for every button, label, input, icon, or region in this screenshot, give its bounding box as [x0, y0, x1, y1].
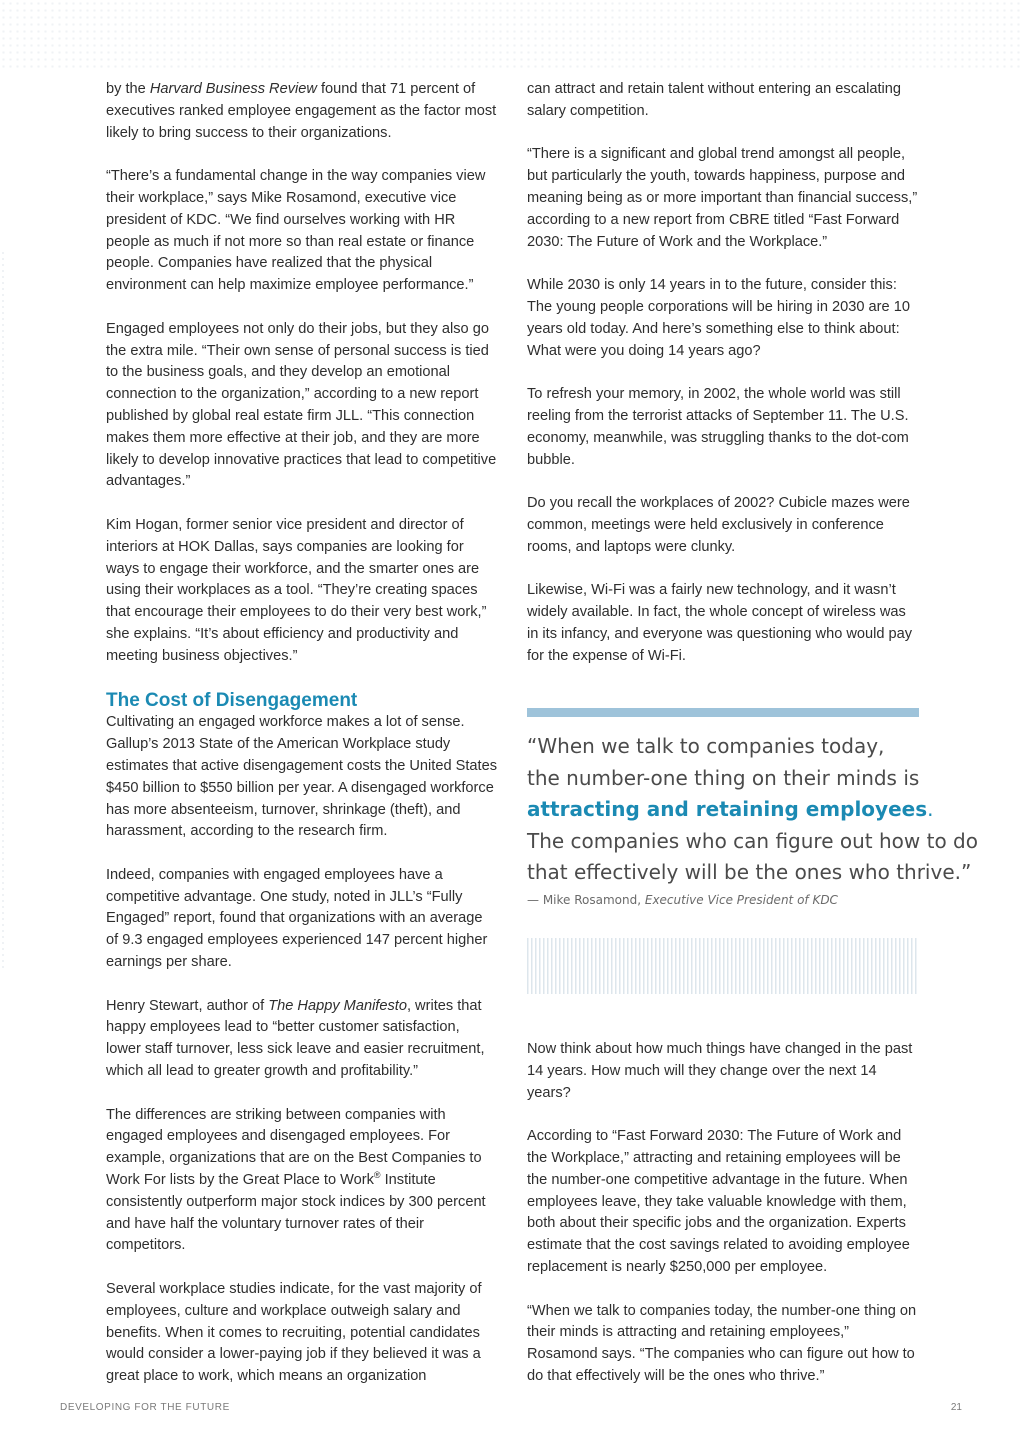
pull-quote — [527, 731, 978, 889]
pull-quote-line-2: the number-one thing on their minds is — [527, 765, 920, 790]
pull-quote-period: . — [927, 797, 934, 822]
publication-title: Harvard Business Review — [149, 81, 317, 97]
pull-quote-line-3 — [527, 794, 934, 826]
text-run: Henry Stewart, author of — [106, 997, 269, 1014]
text-run: by the — [106, 81, 150, 97]
text-run: The differences are striking between companies with engaged employees and disengaged employees. For example, organizations that are on the Best Companies to Work For lists by the Great Place to Work — [106, 1106, 482, 1189]
pull-quote-bar — [527, 708, 919, 717]
registered-mark: ® — [373, 1170, 381, 1181]
left-paragraph-3: Engaged employees not only do their jobs, but they also go the extra mile. “Their own sense of personal success is tied to the business goals, and they develop an emotional connection to the organization,” according to a new report published by global real estate firm JLL. “This connection makes them more effective at their job, and they are more likely to develop innovative practices that lead to competitive advantages.” — [106, 320, 497, 490]
right-paragraph-9: “When we talk to companies today, the number-one thing on their minds is attracting and retaining employees,” Rosamond says. “The companies who can figure out how to do that effectively will be the ones who thrive.” — [527, 1302, 917, 1384]
left-paragraph-7 — [106, 996, 498, 1083]
pull-quote-emphasis: attracting and retaining employees — [527, 797, 928, 822]
right-paragraph-4: To refresh your memory, in 2002, the whole world was still reeling from the terrorist attacks of September 11. The U.S. economy, meanwhile, was struggling thanks to the dot-com bubble. — [527, 386, 909, 468]
text-run: Institute consistently outperform major stock indices by 300 percent and have half the voluntary turnover rates of their competitors. — [106, 1172, 486, 1254]
section-heading: The Cost of Disengagement — [106, 690, 358, 712]
page-number: 21 — [950, 1402, 962, 1413]
right-paragraph-8: According to “Fast Forward 2030: The Future of Work and the Workplace,” attracting and retaining employees will be the number-one competitive advantage in the future. When employees leave, they take valuable knowledge with them, both about their specific jobs and the organization. Experts estimate that the cost savings related to avoiding employee replacement is nearly $250,000 per employee. — [527, 1128, 910, 1275]
decorative-stripe-band — [527, 938, 919, 994]
left-paragraph-6: Indeed, companies with engaged employees have a competitive advantage. One study, noted in JLL’s “Fully Engaged” report, found that organizations with an average of 9.3 engaged employees experienced 147 percent higher earnings per share. — [106, 866, 488, 971]
right-paragraph-5: Do you recall the workplaces of 2002? Cubicle mazes were common, meetings were held exclusively in conference rooms, and laptops were clunky. — [527, 495, 910, 555]
left-paragraph-4: Kim Hogan, former senior vice president and director of interiors at HOK Dallas, says companies are looking for ways to engage their workforce, and the smarter ones are using their workplaces as a tool. “They’re creating spaces that encourage their employees to do their very best work,” she explains. “It’s about efficiency and productivity and meeting business objectives.” — [106, 516, 487, 664]
attribution-name: — Mike Rosamond, — [527, 893, 645, 907]
left-column — [106, 79, 498, 1388]
right-column — [527, 79, 919, 668]
book-title: The Happy Manifesto — [268, 997, 407, 1014]
right-paragraph-7: Now think about how much things have changed in the past 14 years. How much will they change over the next 14 years? — [527, 1041, 913, 1101]
right-paragraph-3: While 2030 is only 14 years in to the future, consider this: The young people corporations will be hiring in 2030 are 10 years old today. And here’s something else to think about: What were you doing 14 years ago? — [527, 277, 910, 359]
pull-quote-line-4: The companies who can figure out how to do — [527, 828, 978, 853]
footer-section-title: DEVELOPING FOR THE FUTURE — [60, 1402, 230, 1413]
left-paragraph-5: Cultivating an engaged workforce makes a lot of sense. Gallup’s 2013 State of the American Workplace study estimates that active disengagement costs the United States $450 billion to $550 billion per year. A disengaged workforce has more absenteeism, turnover, shrinkage (theft), and harassment, according to the research firm. — [106, 714, 498, 840]
text-run: , writes that happy employees lead to “better customer satisfaction, lower staff turnover, less sick leave and easier recruitment, which all lead to greater growth and profitability.” — [106, 997, 485, 1080]
left-paragraph-1 — [106, 79, 498, 144]
right-paragraph-2: “There is a significant and global trend amongst all people, but particularly the youth, towards happiness, purpose and meaning being as or more important than financial success,” according to a new report from CBRE titled “Fast Forward 2030: The Future of Work and the Workplace.” — [527, 146, 918, 250]
attribution-title: Executive Vice President of KDC — [644, 893, 838, 907]
text-run: found that 71 percent of executives ranked employee engagement as the factor most likely to bring success to their organizations. — [106, 81, 497, 141]
pull-quote-line-1: “When we talk to companies today, — [527, 734, 885, 758]
left-paragraph-8 — [106, 1105, 498, 1258]
pull-quote-line-5: that effectively will be the ones who thrive.” — [527, 860, 972, 885]
header-texture — [0, 0, 1024, 72]
pull-quote-attribution — [527, 891, 927, 909]
side-texture — [0, 250, 8, 970]
right-paragraph-1: can attract and retain talent without entering an escalating salary competition. — [527, 81, 902, 119]
left-paragraph-2: “There’s a fundamental change in the way companies view their workplace,” says Mike Rosamond, executive vice president of KDC. “We find ourselves working with HR people as much if not more so than real estate or finance people. Companies have realized that the physical environment can help maximize employee performance.” — [106, 168, 486, 294]
right-paragraph-6: Likewise, Wi-Fi was a fairly new technology, and it wasn’t widely available. In fact, the whole concept of wireless was in its infancy, and everyone was questioning who would pay for the expense of Wi-Fi. — [527, 582, 913, 664]
right-column-lower — [527, 1039, 919, 1388]
left-paragraph-9: Several workplace studies indicate, for the vast majority of employees, culture and workplace outweigh salary and benefits. When it comes to recruiting, potential candidates would consider a lower-paying job if they believed it was a great place to work, which means an organization — [106, 1281, 482, 1385]
